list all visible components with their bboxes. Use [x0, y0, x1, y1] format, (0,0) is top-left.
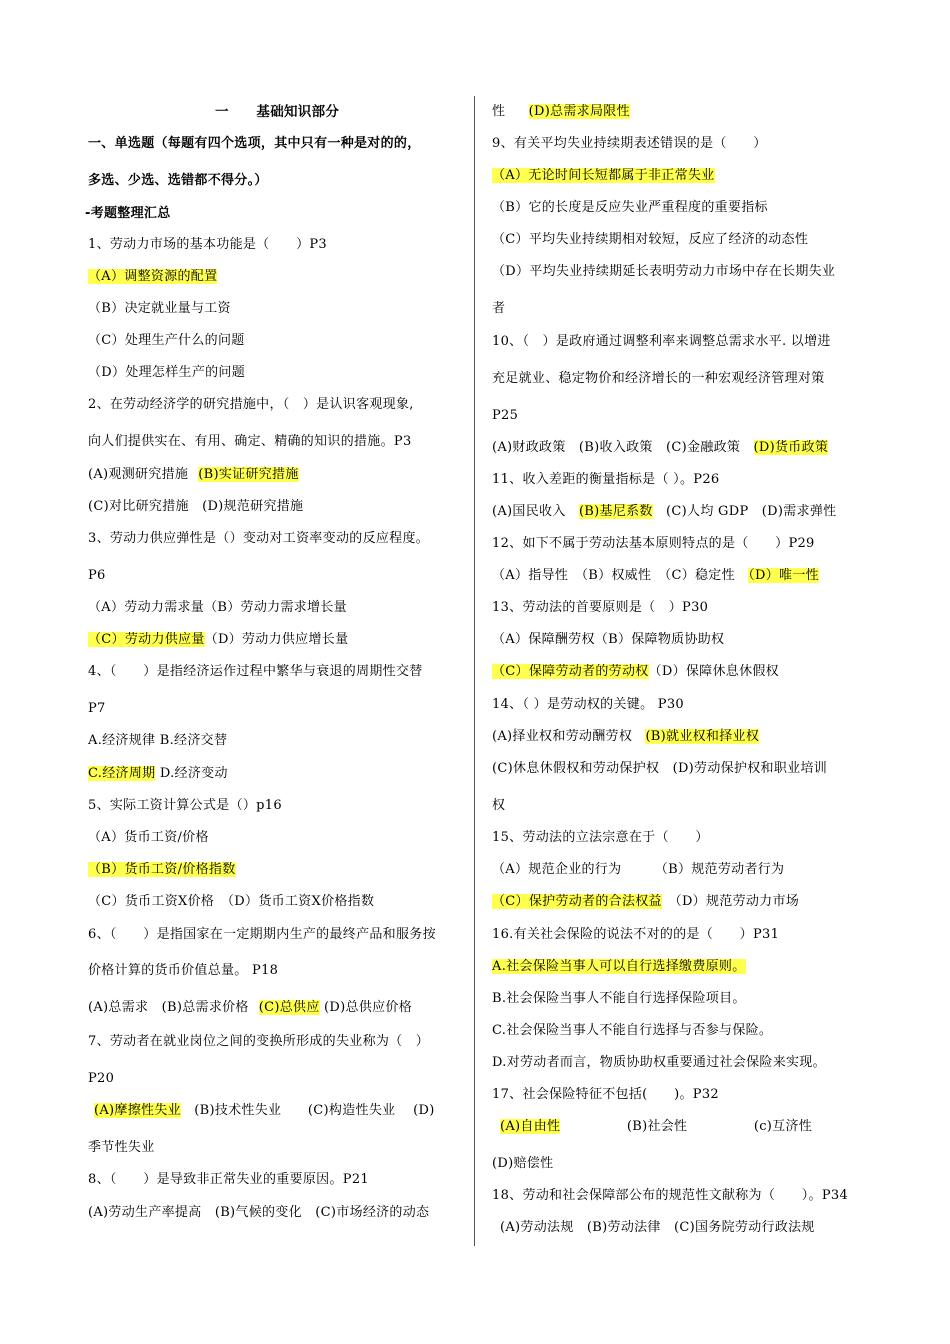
answer-highlight: （C）劳动力供应量 — [88, 632, 205, 647]
answer-highlight: (D)总需求局限性 — [528, 104, 630, 119]
option-1b: （B）决定就业量与工资 — [88, 301, 231, 316]
option-16b: B.社会保险当事人不能自行选择保险项目。 — [492, 991, 746, 1006]
options-15cd: （C）保护劳动者的合法权益 （D）规范劳动力市场 — [492, 894, 800, 909]
question-4: 4、（ ）是指经济运作过程中繁华与衰退的周期性交替 — [88, 664, 423, 679]
options-8: (A)劳动生产率提高 (B)气候的变化 (C)市场经济的动态 — [88, 1205, 430, 1220]
options-12: （A）指导性 （B）权威性 （C）稳定性 （D）唯一性 — [492, 568, 819, 583]
option-9c: （C）平均失业持续期相对较短，反应了经济的动态性 — [492, 232, 809, 247]
options-2cd: (C)对比研究措施 (D)规范研究措施 — [88, 499, 304, 514]
column-divider — [474, 96, 475, 1246]
answer-highlight: (B)基尼系数 — [578, 504, 653, 519]
question-10-cont: 充足就业、稳定物价和经济增长的一种宏观经济管理对策 — [492, 371, 825, 386]
question-4-page: P7 — [88, 701, 106, 716]
options-14ab: (A)择业权和劳动酬劳权 (B)就业权和择业权 — [492, 729, 760, 744]
question-2: 2、在劳动经济学的研究措施中，（ ）是认识客观现象, — [88, 397, 414, 412]
answer-highlight: （A）调整资源的配置 — [88, 269, 218, 284]
question-7: 7、劳动者在就业岗位之间的变换所形成的失业称为（ ） — [88, 1034, 430, 1049]
option-1d: （D）处理怎样生产的问题 — [88, 365, 246, 380]
option-9d-cont: 者 — [492, 301, 506, 316]
options-17: (A)自由性 (B)社会性 (c)互济性 — [500, 1119, 813, 1134]
options-6: (A)总需求 (B)总需求价格 (C)总供应 (D)总供应价格 — [88, 1000, 413, 1015]
option-14d-cont: 权 — [492, 798, 506, 813]
options-14cd: (C)休息休假权和劳动保护权 (D)劳动保护权和职业培训 — [492, 761, 828, 776]
option-16a — [492, 958, 746, 976]
question-5: 5、实际工资计算公式是（）p16 — [88, 798, 282, 813]
section-title: 一 基础知识部分 — [215, 104, 340, 120]
option-9b: （B）它的长度是反应失业严重程度的重要指标 — [492, 200, 768, 215]
question-8: 8、（ ）是导致非正常失业的重要原因。P21 — [88, 1172, 369, 1187]
options-13ab: （A）保障酬劳权（B）保障物质协助权 — [492, 632, 725, 647]
answer-highlight: (D)货币政策 — [753, 440, 829, 455]
options-18: (A)劳动法规 (B)劳动法律 (C)国务院劳动行政法规 — [500, 1220, 815, 1235]
question-13: 13、劳动法的首要原则是（ ）P30 — [492, 600, 709, 615]
question-6-cont: 价格计算的货币价值总量。 P18 — [88, 963, 279, 978]
options-3ab: （A）劳动力需求量（B）劳动力需求增长量 — [88, 600, 347, 615]
option-5a: （A）货币工资/价格 — [88, 830, 209, 845]
question-17: 17、社会保险特征不包括( )。P32 — [492, 1087, 719, 1102]
answer-highlight: （B）货币工资/价格指数 — [88, 862, 236, 877]
options-3cd: （C）劳动力供应量（D）劳动力供应增长量 — [88, 632, 349, 647]
question-16: 16.有关社会保险的说法不对的的是（ ）P31 — [492, 927, 780, 942]
option-5b — [88, 861, 236, 879]
options-4ab: A.经济规律 B.经济交替 — [88, 733, 228, 748]
option-8d: 性 (D)总需求局限性 — [492, 104, 630, 119]
option-1a — [88, 268, 217, 286]
answer-highlight: (A)自由性 — [500, 1119, 561, 1134]
answer-highlight: （A）无论时间长短都属于非正常失业 — [492, 168, 715, 183]
option-7d-cont: 季节性失业 — [88, 1140, 155, 1155]
answer-highlight: A.社会保险当事人可以自行选择缴费原则。 — [492, 959, 746, 974]
question-3: 3、劳动力供应弹性是（）变动对工资率变动的反应程度。 — [88, 531, 430, 546]
question-12: 12、如下不属于劳动法基本原则特点的是（ ）P29 — [492, 536, 815, 551]
question-3-page: P6 — [88, 568, 106, 583]
answer-highlight: (B)实证研究措施 — [198, 467, 299, 482]
options-4cd: C.经济周期 D.经济变动 — [88, 766, 228, 781]
options-10: (A)财政政策 (B)收入政策 (C)金融政策 (D)货币政策 — [492, 440, 829, 455]
answer-highlight: (B)就业权和择业权 — [645, 729, 760, 744]
option-17d: (D)赔偿性 — [492, 1156, 554, 1171]
question-2-cont: 向人们提供实在、有用、确定、精确的知识的措施。P3 — [88, 434, 412, 449]
question-14: 14、（ ）是劳动权的关键。 P30 — [492, 697, 684, 712]
option-1c: （C）处理生产什么的问题 — [88, 333, 245, 348]
answer-highlight: （D）唯一性 — [748, 568, 819, 583]
heading-line-2: 多选、少选、选错都不得分。） — [88, 173, 268, 188]
question-10-page: P25 — [492, 408, 519, 423]
heading-line-1: 一、单选题（每题有四个选项，其中只有一种是对的的， — [88, 136, 421, 151]
answer-highlight: （C）保障劳动者的劳动权 — [492, 664, 649, 679]
question-10: 10、（ ）是政府通过调整利率来调整总需求水平. 以增进 — [492, 334, 831, 349]
question-11: 11、收入差距的衡量指标是（ ）。P26 — [492, 472, 720, 487]
question-7-page: P20 — [88, 1071, 115, 1086]
answer-highlight: C.经济周期 — [88, 766, 156, 781]
options-11: (A)国民收入 (B)基尼系数 (C)人均 GDP (D)需求弹性 — [492, 504, 837, 519]
options-5cd: （C）货币工资X价格 （D）货币工资X价格指数 — [88, 894, 375, 909]
options-7: (A)摩擦性失业 (B)技术性失业 (C)构造性失业 (D) — [94, 1103, 435, 1118]
option-9a — [492, 167, 715, 185]
option-9d: （D）平均失业持续期延长表明劳动力市场中存在长期失业 — [492, 264, 836, 279]
answer-highlight: (A)摩擦性失业 — [94, 1103, 181, 1118]
answer-highlight: (C)总供应 — [258, 1000, 320, 1015]
options-2ab: (A)观测研究措施 (B)实证研究措施 — [88, 467, 299, 482]
question-15: 15、劳动法的立法宗意在于（ ） — [492, 830, 709, 845]
question-9: 9、有关平均失业持续期表述错误的是（ ） — [492, 136, 767, 151]
question-1: 1、劳动力市场的基本功能是（ ）P3 — [88, 237, 327, 252]
subheading: -考题整理汇总 — [85, 206, 171, 221]
option-16c: C.社会保险当事人不能自行选择与否参与保险。 — [492, 1023, 773, 1038]
option-16d: D.对劳动者而言，物质协助权重要通过社会保险来实现。 — [492, 1055, 826, 1070]
answer-highlight: （C）保护劳动者的合法权益 — [492, 894, 662, 909]
options-15ab: （A）规范企业的行为 （B）规范劳动者行为 — [492, 862, 785, 877]
question-18: 18、劳动和社会保障部公布的规范性文献称为（ ）。P34 — [492, 1188, 849, 1203]
question-6: 6、（ ）是指国家在一定期期内生产的最终产品和服务按 — [88, 927, 436, 942]
options-13cd: （C）保障劳动者的劳动权（D）保障休息休假权 — [492, 664, 779, 679]
